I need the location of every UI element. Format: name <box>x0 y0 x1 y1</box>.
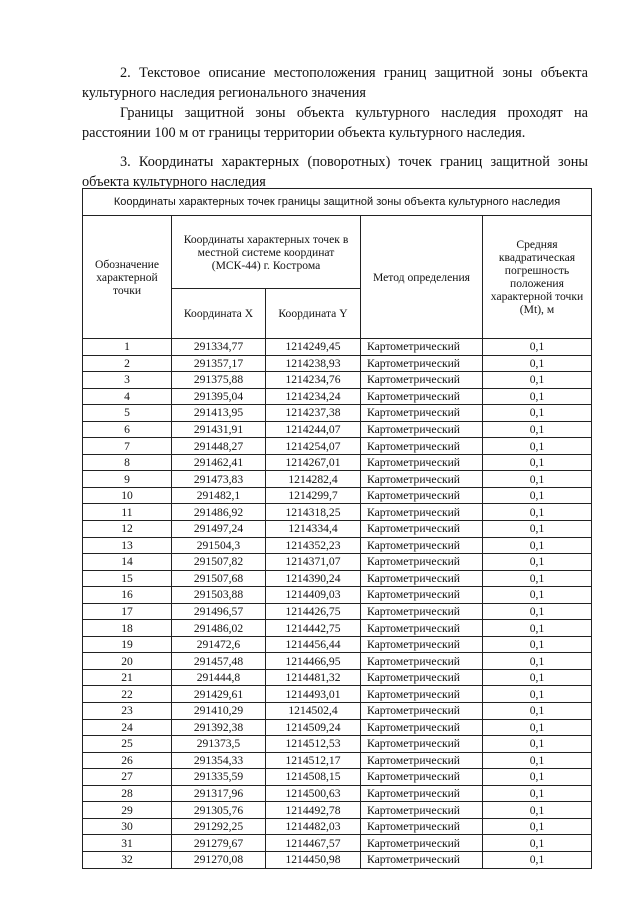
coordinates-table <box>82 188 592 869</box>
cell-y: 1214450,98 <box>266 851 361 868</box>
cell-point: 11 <box>83 504 172 521</box>
table-row <box>83 752 592 769</box>
cell-method: Картометрический <box>361 521 483 538</box>
cell-point: 23 <box>83 703 172 720</box>
cell-method: Картометрический <box>361 851 483 868</box>
table-row <box>83 636 592 653</box>
cell-point: 24 <box>83 719 172 736</box>
cell-point: 16 <box>83 587 172 604</box>
cell-y: 1214318,25 <box>266 504 361 521</box>
cell-mt: 0,1 <box>483 570 592 587</box>
table-row <box>83 454 592 471</box>
cell-point: 10 <box>83 487 172 504</box>
cell-point: 25 <box>83 736 172 753</box>
cell-y: 1214237,38 <box>266 405 361 422</box>
cell-mt: 0,1 <box>483 372 592 389</box>
table-row <box>83 438 592 455</box>
cell-mt: 0,1 <box>483 421 592 438</box>
cell-mt: 0,1 <box>483 471 592 488</box>
cell-mt: 0,1 <box>483 603 592 620</box>
cell-y: 1214282,4 <box>266 471 361 488</box>
table-body <box>83 339 592 869</box>
table-row <box>83 818 592 835</box>
cell-x: 291496,57 <box>172 603 266 620</box>
cell-mt: 0,1 <box>483 405 592 422</box>
cell-mt: 0,1 <box>483 454 592 471</box>
table-row <box>83 653 592 670</box>
table-row <box>83 620 592 637</box>
cell-x: 291410,29 <box>172 703 266 720</box>
cell-method: Картометрический <box>361 669 483 686</box>
cell-point: 22 <box>83 686 172 703</box>
cell-y: 1214481,32 <box>266 669 361 686</box>
cell-point: 6 <box>83 421 172 438</box>
cell-method: Картометрический <box>361 372 483 389</box>
cell-point: 5 <box>83 405 172 422</box>
cell-mt: 0,1 <box>483 802 592 819</box>
cell-point: 1 <box>83 339 172 356</box>
cell-mt: 0,1 <box>483 620 592 637</box>
table-row <box>83 504 592 521</box>
cell-y: 1214352,23 <box>266 537 361 554</box>
table-row <box>83 388 592 405</box>
cell-method: Картометрический <box>361 587 483 604</box>
cell-mt: 0,1 <box>483 736 592 753</box>
cell-mt: 0,1 <box>483 752 592 769</box>
cell-y: 1214512,17 <box>266 752 361 769</box>
table-row <box>83 339 592 356</box>
cell-method: Картометрический <box>361 438 483 455</box>
cell-method: Картометрический <box>361 752 483 769</box>
cell-point: 20 <box>83 653 172 670</box>
cell-point: 7 <box>83 438 172 455</box>
cell-mt: 0,1 <box>483 769 592 786</box>
cell-y: 1214409,03 <box>266 587 361 604</box>
cell-method: Картометрический <box>361 719 483 736</box>
cell-x: 291507,68 <box>172 570 266 587</box>
cell-mt: 0,1 <box>483 703 592 720</box>
cell-y: 1214390,24 <box>266 570 361 587</box>
cell-x: 291497,24 <box>172 521 266 538</box>
cell-method: Картометрический <box>361 703 483 720</box>
cell-y: 1214500,63 <box>266 785 361 802</box>
cell-y: 1214467,57 <box>266 835 361 852</box>
header-method: Метод определения <box>361 216 483 339</box>
cell-mt: 0,1 <box>483 818 592 835</box>
table-caption: Координаты характерных точек границы защитной зоны объекта культурного наследия <box>83 189 592 216</box>
cell-method: Картометрический <box>361 603 483 620</box>
cell-mt: 0,1 <box>483 388 592 405</box>
cell-method: Картометрический <box>361 785 483 802</box>
cell-x: 291305,76 <box>172 802 266 819</box>
table-row <box>83 521 592 538</box>
cell-x: 291482,1 <box>172 487 266 504</box>
cell-point: 31 <box>83 835 172 852</box>
section-2-heading: 2. Текстовое описание местоположения границ защитной зоны объекта культурного наследия регионального значения <box>82 65 588 101</box>
cell-point: 19 <box>83 636 172 653</box>
table-row <box>83 603 592 620</box>
cell-x: 291317,96 <box>172 785 266 802</box>
table-row <box>83 372 592 389</box>
cell-x: 291292,25 <box>172 818 266 835</box>
cell-y: 1214493,01 <box>266 686 361 703</box>
cell-point: 3 <box>83 372 172 389</box>
cell-x: 291429,61 <box>172 686 266 703</box>
cell-y: 1214234,24 <box>266 388 361 405</box>
cell-point: 32 <box>83 851 172 868</box>
cell-x: 291472,6 <box>172 636 266 653</box>
cell-point: 28 <box>83 785 172 802</box>
cell-x: 291504,3 <box>172 537 266 554</box>
cell-method: Картометрический <box>361 388 483 405</box>
cell-point: 13 <box>83 537 172 554</box>
cell-method: Картометрический <box>361 620 483 637</box>
cell-y: 1214502,4 <box>266 703 361 720</box>
cell-x: 291431,91 <box>172 421 266 438</box>
cell-x: 291279,67 <box>172 835 266 852</box>
cell-mt: 0,1 <box>483 487 592 504</box>
cell-x: 291448,27 <box>172 438 266 455</box>
cell-mt: 0,1 <box>483 636 592 653</box>
cell-mt: 0,1 <box>483 355 592 372</box>
header-error: Средняя квадратическая погрешность положения характерной точки (Mt), м <box>483 216 592 339</box>
cell-method: Картометрический <box>361 686 483 703</box>
table-row <box>83 537 592 554</box>
cell-x: 291373,5 <box>172 736 266 753</box>
cell-x: 291335,59 <box>172 769 266 786</box>
cell-y: 1214267,01 <box>266 454 361 471</box>
table-row <box>83 851 592 868</box>
cell-y: 1214371,07 <box>266 554 361 571</box>
cell-x: 291473,83 <box>172 471 266 488</box>
cell-y: 1214244,07 <box>266 421 361 438</box>
table-row <box>83 785 592 802</box>
cell-mt: 0,1 <box>483 719 592 736</box>
cell-mt: 0,1 <box>483 438 592 455</box>
section-2-body: Границы защитной зоны объекта культурного наследия проходят на расстоянии 100 м от границы территории объекта культурного наследия. <box>82 105 588 141</box>
cell-y: 1214512,53 <box>266 736 361 753</box>
cell-point: 12 <box>83 521 172 538</box>
cell-y: 1214509,24 <box>266 719 361 736</box>
cell-method: Картометрический <box>361 339 483 356</box>
cell-method: Картометрический <box>361 835 483 852</box>
cell-mt: 0,1 <box>483 686 592 703</box>
cell-x: 291486,02 <box>172 620 266 637</box>
cell-y: 1214482,03 <box>266 818 361 835</box>
cell-point: 29 <box>83 802 172 819</box>
table-row <box>83 587 592 604</box>
cell-point: 2 <box>83 355 172 372</box>
table-row <box>83 570 592 587</box>
table-row <box>83 703 592 720</box>
cell-method: Картометрический <box>361 454 483 471</box>
cell-x: 291334,77 <box>172 339 266 356</box>
table-row <box>83 686 592 703</box>
cell-point: 8 <box>83 454 172 471</box>
header-y: Координата Y <box>266 289 361 339</box>
cell-method: Картометрический <box>361 421 483 438</box>
cell-mt: 0,1 <box>483 851 592 868</box>
cell-x: 291413,95 <box>172 405 266 422</box>
cell-mt: 0,1 <box>483 521 592 538</box>
table-row <box>83 487 592 504</box>
cell-point: 26 <box>83 752 172 769</box>
table-row <box>83 802 592 819</box>
cell-x: 291457,48 <box>172 653 266 670</box>
cell-method: Картометрический <box>361 405 483 422</box>
cell-x: 291507,82 <box>172 554 266 571</box>
cell-point: 14 <box>83 554 172 571</box>
cell-point: 18 <box>83 620 172 637</box>
cell-y: 1214299,7 <box>266 487 361 504</box>
cell-y: 1214254,07 <box>266 438 361 455</box>
cell-x: 291486,92 <box>172 504 266 521</box>
cell-x: 291395,04 <box>172 388 266 405</box>
cell-mt: 0,1 <box>483 537 592 554</box>
header-coords-group: Координаты характерных точек в местной системе координат (МСК-44) г. Кострома <box>172 216 361 289</box>
cell-method: Картометрический <box>361 769 483 786</box>
table-row <box>83 719 592 736</box>
cell-method: Картометрический <box>361 487 483 504</box>
cell-method: Картометрический <box>361 471 483 488</box>
cell-y: 1214508,15 <box>266 769 361 786</box>
cell-y: 1214492,78 <box>266 802 361 819</box>
cell-point: 9 <box>83 471 172 488</box>
cell-point: 15 <box>83 570 172 587</box>
table-row <box>83 736 592 753</box>
cell-method: Картометрический <box>361 818 483 835</box>
header-x: Координата X <box>172 289 266 339</box>
cell-y: 1214442,75 <box>266 620 361 637</box>
cell-x: 291375,88 <box>172 372 266 389</box>
cell-point: 27 <box>83 769 172 786</box>
cell-method: Картометрический <box>361 802 483 819</box>
cell-x: 291392,38 <box>172 719 266 736</box>
section-3-heading: 3. Координаты характерных (поворотных) точек границ защитной зоны объекта культурного наследия <box>82 154 588 190</box>
table-row <box>83 355 592 372</box>
table-row <box>83 669 592 686</box>
cell-y: 1214334,4 <box>266 521 361 538</box>
cell-mt: 0,1 <box>483 653 592 670</box>
cell-x: 291270,08 <box>172 851 266 868</box>
cell-method: Картометрический <box>361 537 483 554</box>
cell-x: 291444,8 <box>172 669 266 686</box>
table-row <box>83 769 592 786</box>
cell-mt: 0,1 <box>483 587 592 604</box>
cell-mt: 0,1 <box>483 554 592 571</box>
cell-y: 1214238,93 <box>266 355 361 372</box>
table-row <box>83 835 592 852</box>
cell-point: 17 <box>83 603 172 620</box>
cell-point: 4 <box>83 388 172 405</box>
cell-x: 291503,88 <box>172 587 266 604</box>
cell-point: 21 <box>83 669 172 686</box>
cell-y: 1214466,95 <box>266 653 361 670</box>
table-row <box>83 405 592 422</box>
table-row <box>83 421 592 438</box>
table-row <box>83 554 592 571</box>
cell-mt: 0,1 <box>483 339 592 356</box>
header-point: Обозначение характерной точки <box>83 216 172 339</box>
table-row <box>83 471 592 488</box>
cell-y: 1214456,44 <box>266 636 361 653</box>
cell-y: 1214249,45 <box>266 339 361 356</box>
cell-x: 291354,33 <box>172 752 266 769</box>
cell-method: Картометрический <box>361 653 483 670</box>
cell-method: Картометрический <box>361 355 483 372</box>
cell-y: 1214234,76 <box>266 372 361 389</box>
cell-mt: 0,1 <box>483 669 592 686</box>
cell-y: 1214426,75 <box>266 603 361 620</box>
cell-method: Картометрический <box>361 504 483 521</box>
cell-mt: 0,1 <box>483 785 592 802</box>
cell-mt: 0,1 <box>483 835 592 852</box>
cell-point: 30 <box>83 818 172 835</box>
cell-method: Картометрический <box>361 736 483 753</box>
cell-method: Картометрический <box>361 636 483 653</box>
cell-x: 291462,41 <box>172 454 266 471</box>
cell-method: Картометрический <box>361 554 483 571</box>
cell-mt: 0,1 <box>483 504 592 521</box>
cell-x: 291357,17 <box>172 355 266 372</box>
cell-method: Картометрический <box>361 570 483 587</box>
